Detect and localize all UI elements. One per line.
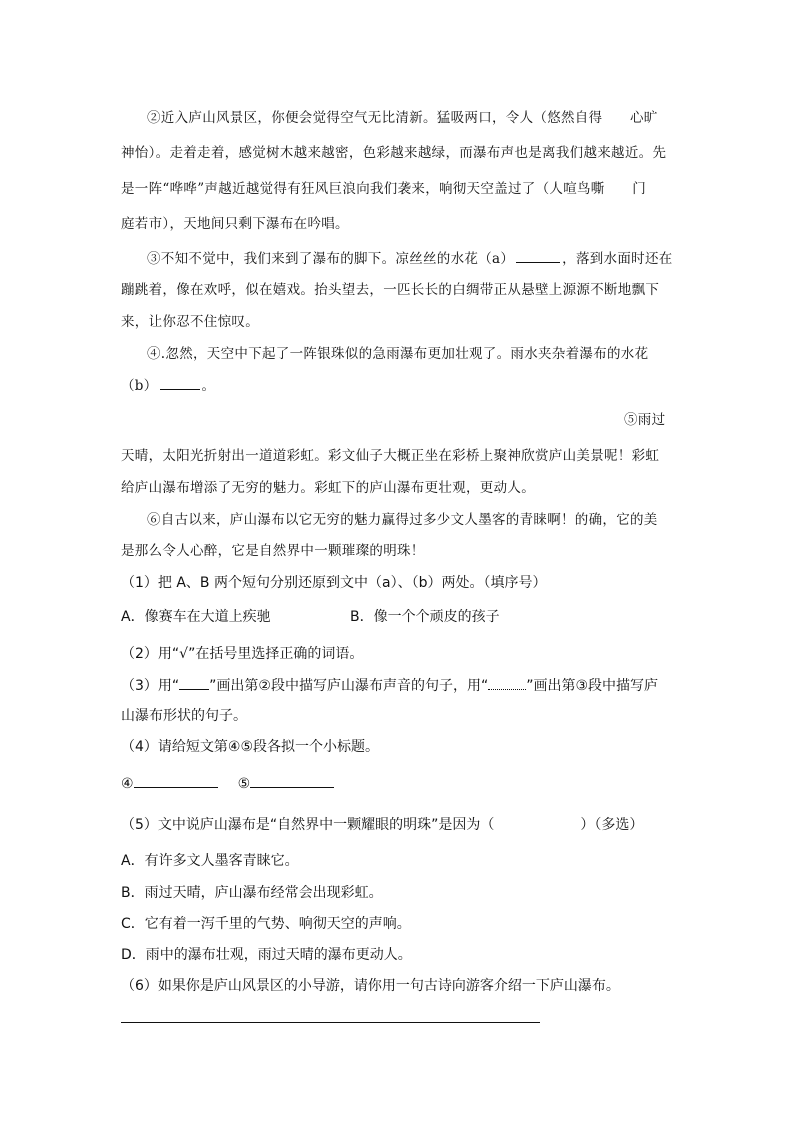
paragraph-5-line-2: 给庐山瀑布增添了无穷的魅力。彩虹下的庐山瀑布更壮观，更动人。 bbox=[121, 480, 535, 496]
question-5-text-2: ）（多选） bbox=[580, 817, 644, 833]
question-2: （2）用“√”在括号里选择正确的词语。 bbox=[121, 646, 364, 662]
question-5-text-1: （5）文中说庐山瀑布是“自然界中一颗耀眼的明珠”是因为（ bbox=[121, 817, 495, 833]
question-3-line-2: 山瀑布形状的句子。 bbox=[121, 708, 247, 724]
paragraph-4-text-b: （b） bbox=[121, 378, 158, 394]
label-paragraph-4: ④ bbox=[121, 776, 134, 792]
question-1-option-b: B．像一个个顽皮的孩子 bbox=[350, 609, 500, 625]
paragraph-4-line-2 bbox=[121, 375, 215, 396]
question-5-option-d: D．雨中的瀑布壮观，雨过天晴的瀑布更动人。 bbox=[121, 947, 412, 963]
title-blank-4[interactable] bbox=[134, 773, 218, 788]
label-paragraph-5: ⑤ bbox=[237, 776, 251, 792]
paragraph-3-text-b: ，落到水面时还在 bbox=[562, 251, 673, 267]
title-blank-5[interactable] bbox=[250, 773, 334, 788]
question-4: （4）请给短文第④⑤段各拟一个小标题。 bbox=[121, 739, 380, 755]
question-5-option-a: A．有许多文人墨客青睐它。 bbox=[121, 853, 299, 869]
paragraph-2-line-2: 神怡）。走着走着，感觉树木越来越密，色彩越来越绿，而瀑布声也是离我们越来越近。先 bbox=[121, 145, 667, 161]
question-5 bbox=[121, 815, 643, 835]
paragraph-3-line-2: 蹦跳着，像在欢呼，似在嬉戏。抬头望去，一匹长长的白绸带正从悬壁上源源不断地飘下 bbox=[121, 282, 660, 298]
question-5-option-c: C．它有着一泻千里的气势、响彻天空的声响。 bbox=[121, 916, 411, 932]
question-6: （6）如果你是庐山风景区的小导游，请你用一句古诗向游客介绍一下庐山瀑布。 bbox=[121, 978, 620, 994]
blank-a[interactable] bbox=[516, 248, 560, 263]
paragraph-3-line-1 bbox=[147, 248, 673, 269]
straight-line-sample bbox=[179, 675, 209, 690]
paragraph-2-line-1: ②近入庐山风景区，你便会觉得空气无比清新。猛吸两口，令人（悠然自得 心旷 bbox=[147, 110, 658, 126]
paragraph-6-line-1: ⑥自古以来，庐山瀑布以它无穷的魅力赢得过多少文人墨客的青睐啊！的确，它的美 bbox=[147, 512, 658, 528]
paragraph-5-start: ⑤雨过 bbox=[624, 412, 666, 428]
question-3-text-3: ”画出第③段中描写庐 bbox=[526, 678, 659, 694]
paragraph-2-line-4: 庭若市），天地间只剩下瀑布在吟唱。 bbox=[121, 216, 349, 232]
paragraph-6-line-2: 是那么令人心醉，它是自然界中一颗璀璨的明珠！ bbox=[121, 543, 425, 559]
paragraph-4-line-1: ④.忽然，天空中下起了一阵银珠似的急雨瀑布更加壮观了。雨水夹杂着瀑布的水花 bbox=[147, 346, 649, 362]
question-1: （1）把 A、B 两个短句分别还原到文中（a）、（b）两处。（填序号） bbox=[121, 575, 547, 591]
paragraph-5-line-1: 天晴，太阳光折射出一道道彩虹。彩文仙子大概正坐在彩桥上聚神欣赏庐山美景呢！彩虹 bbox=[121, 448, 660, 464]
wavy-line-sample bbox=[488, 675, 526, 690]
paragraph-4-period: 。 bbox=[201, 378, 216, 394]
question-3-text-2: ”画出第②段中描写庐山瀑布声音的句子，用“ bbox=[209, 678, 489, 694]
paragraph-3-text-a: ③不知不觉中，我们来到了瀑布的脚下。凉丝丝的水花（a） bbox=[147, 251, 515, 267]
paragraph-3-line-3: 来，让你忍不住惊叹。 bbox=[121, 314, 259, 330]
question-3-line-1 bbox=[121, 675, 658, 696]
answer-line-6[interactable] bbox=[121, 1022, 540, 1023]
question-4-answers bbox=[121, 773, 334, 794]
question-1-option-a: A．像赛车在大道上疾驰 bbox=[121, 609, 271, 625]
question-3-text-1: （3）用“ bbox=[121, 678, 180, 694]
question-5-option-b: B．雨过天晴，庐山瀑布经常会出现彩虹。 bbox=[121, 885, 383, 901]
blank-b[interactable] bbox=[160, 375, 200, 390]
paragraph-2-line-3: 是一阵“哗哗”声越近越觉得有狂风巨浪向我们袭来，响彻天空盖过了（人喧鸟嘶 门 bbox=[121, 181, 647, 197]
